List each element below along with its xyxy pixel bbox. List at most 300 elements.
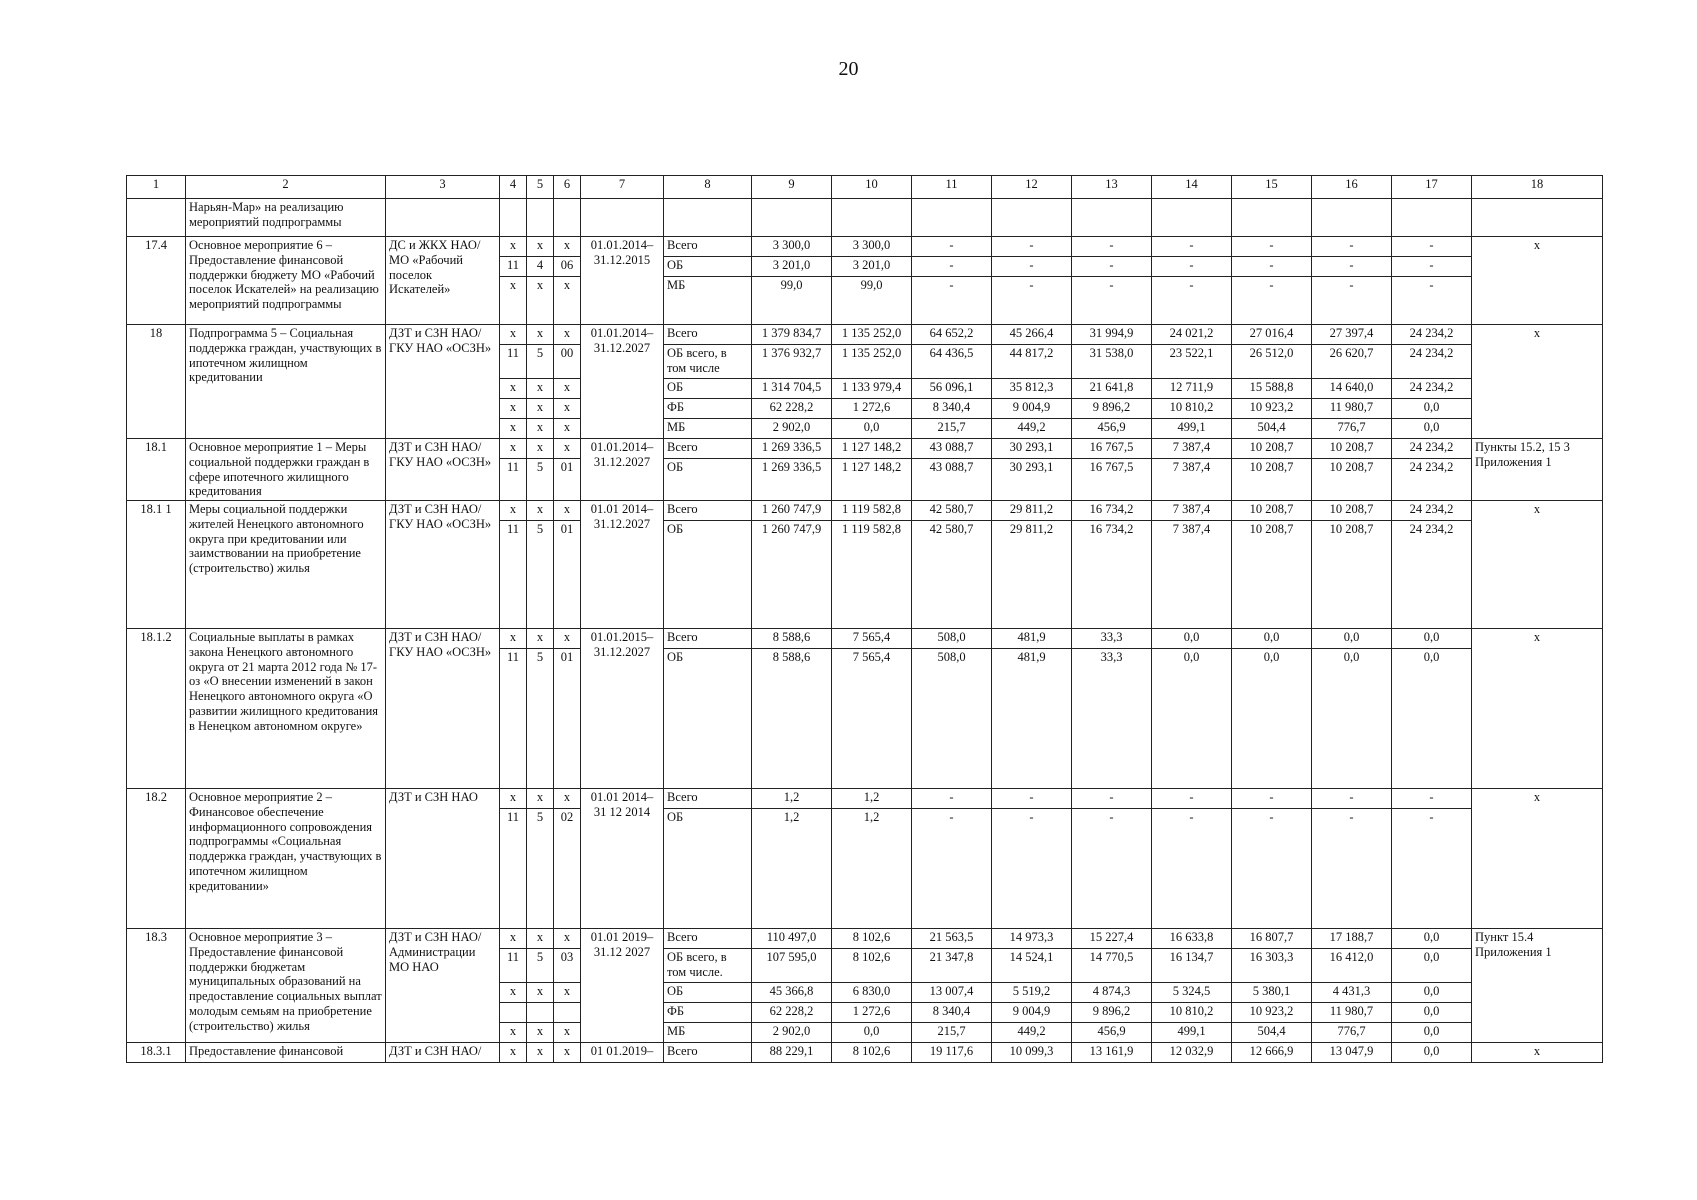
- value-cell: -: [992, 237, 1072, 257]
- value-cell: 13 161,9: [1072, 1043, 1152, 1063]
- value-cell: 110 497,0: [752, 929, 832, 949]
- value-cell: 0,0: [1312, 629, 1392, 649]
- value-cell: 0,0: [1392, 929, 1472, 949]
- value-cell: 0,0: [1392, 1043, 1472, 1063]
- value-cell: -: [1072, 809, 1152, 929]
- budget-table: [126, 175, 1603, 1063]
- value-cell: 29 811,2: [992, 521, 1072, 629]
- value-cell: 508,0: [912, 629, 992, 649]
- value-cell: 16 734,2: [1072, 521, 1152, 629]
- table-row: [127, 439, 1603, 459]
- funding-source: ОБ: [664, 809, 752, 929]
- code-cell: х: [527, 1043, 554, 1063]
- code-cell: х: [527, 439, 554, 459]
- funding-source: ФБ: [664, 1003, 752, 1023]
- value-cell: 24 234,2: [1392, 325, 1472, 345]
- item-period: 01.01.2014– 31.12.2027: [581, 325, 664, 439]
- code-cell: х: [527, 1023, 554, 1043]
- value-cell: 7 565,4: [832, 629, 912, 649]
- item-period: 01.01.2014– 31.12.2027: [581, 439, 664, 501]
- value-cell: 504,4: [1232, 1023, 1312, 1043]
- value-cell: 64 436,5: [912, 345, 992, 379]
- value-cell: 9 896,2: [1072, 1003, 1152, 1023]
- value-cell: 7 387,4: [1152, 521, 1232, 629]
- code-cell: х: [554, 789, 581, 809]
- code-cell: 01: [554, 649, 581, 789]
- value-cell: 456,9: [1072, 419, 1152, 439]
- value-cell: -: [1312, 809, 1392, 929]
- cell-empty: [386, 199, 500, 237]
- value-cell: 8 102,6: [832, 1043, 912, 1063]
- value-cell: 5 519,2: [992, 983, 1072, 1003]
- item-number: 18.2: [127, 789, 186, 929]
- value-cell: 1 272,6: [832, 1003, 912, 1023]
- value-cell: 0,0: [1312, 649, 1392, 789]
- table-header-row: [127, 176, 1603, 199]
- value-cell: -: [1152, 789, 1232, 809]
- value-cell: 508,0: [912, 649, 992, 789]
- value-cell: 88 229,1: [752, 1043, 832, 1063]
- value-cell: 24 021,2: [1152, 325, 1232, 345]
- value-cell: 499,1: [1152, 419, 1232, 439]
- funding-source: ОБ: [664, 521, 752, 629]
- value-cell: 10 208,7: [1232, 459, 1312, 501]
- code-cell: х: [500, 501, 527, 521]
- value-cell: 1 269 336,5: [752, 459, 832, 501]
- code-cell: [527, 1003, 554, 1023]
- value-cell: 45 266,4: [992, 325, 1072, 345]
- item-period: 01 01.2019–: [581, 1043, 664, 1063]
- item-note: х: [1472, 237, 1603, 325]
- value-cell: 24 234,2: [1392, 439, 1472, 459]
- funding-source: ОБ всего, в том числе.: [664, 949, 752, 983]
- value-cell: 776,7: [1312, 419, 1392, 439]
- item-period: 01.01.2014– 31.12.2015: [581, 237, 664, 325]
- value-cell: -: [1232, 237, 1312, 257]
- value-cell: -: [1392, 277, 1472, 325]
- code-cell: 5: [527, 521, 554, 629]
- value-cell: 481,9: [992, 629, 1072, 649]
- item-name: Нарьян-Мар» на реализацию мероприятий подпрограммы: [186, 199, 386, 237]
- funding-source: Всего: [664, 439, 752, 459]
- cell-empty: [1232, 199, 1312, 237]
- item-period: 01.01 2014– 31 12 2014: [581, 789, 664, 929]
- code-cell: х: [500, 1023, 527, 1043]
- code-cell: х: [500, 277, 527, 325]
- value-cell: 11 980,7: [1312, 399, 1392, 419]
- funding-source: Всего: [664, 325, 752, 345]
- value-cell: -: [1312, 277, 1392, 325]
- page-number: 20: [838, 58, 859, 80]
- item-number: 18.1 1: [127, 501, 186, 629]
- value-cell: 24 234,2: [1392, 501, 1472, 521]
- code-cell: х: [500, 789, 527, 809]
- header-cell: 6: [554, 176, 581, 199]
- value-cell: 21 641,8: [1072, 379, 1152, 399]
- header-cell: 5: [527, 176, 554, 199]
- value-cell: -: [912, 257, 992, 277]
- value-cell: 0,0: [1392, 419, 1472, 439]
- funding-source: Всего: [664, 1043, 752, 1063]
- value-cell: 33,3: [1072, 649, 1152, 789]
- cell-empty: [1392, 199, 1472, 237]
- value-cell: 1 260 747,9: [752, 521, 832, 629]
- code-cell: 11: [500, 521, 527, 629]
- value-cell: 24 234,2: [1392, 459, 1472, 501]
- funding-source: МБ: [664, 419, 752, 439]
- item-period: 01.01 2014– 31.12.2027: [581, 501, 664, 629]
- table-row: [127, 237, 1603, 257]
- funding-source: Всего: [664, 789, 752, 809]
- value-cell: -: [1392, 257, 1472, 277]
- value-cell: 1 272,6: [832, 399, 912, 419]
- value-cell: 23 522,1: [1152, 345, 1232, 379]
- code-cell: х: [500, 983, 527, 1003]
- code-cell: 5: [527, 809, 554, 929]
- value-cell: 16 134,7: [1152, 949, 1232, 983]
- value-cell: 56 096,1: [912, 379, 992, 399]
- code-cell: х: [554, 983, 581, 1003]
- value-cell: 7 387,4: [1152, 439, 1232, 459]
- value-cell: 1,2: [832, 789, 912, 809]
- value-cell: 14 770,5: [1072, 949, 1152, 983]
- value-cell: -: [912, 277, 992, 325]
- value-cell: 215,7: [912, 419, 992, 439]
- value-cell: 0,0: [1232, 649, 1312, 789]
- code-cell: х: [500, 929, 527, 949]
- value-cell: 13 047,9: [1312, 1043, 1392, 1063]
- code-cell: 5: [527, 649, 554, 789]
- value-cell: -: [992, 789, 1072, 809]
- item-name: Социальные выплаты в рамках закона Ненецкого автономного округа от 21 марта 2012 года № 17-оз «О внесении изменений в закон Ненецкого автономного округа «О развитии жилищного кредитования в Ненецком автономном округе»: [186, 629, 386, 789]
- item-name: Подпрограмма 5 – Социальная поддержка граждан, участвующих в ипотечном жилищном кредитовании: [186, 325, 386, 439]
- value-cell: 26 512,0: [1232, 345, 1312, 379]
- value-cell: 0,0: [1392, 983, 1472, 1003]
- value-cell: 24 234,2: [1392, 345, 1472, 379]
- code-cell: 11: [500, 459, 527, 501]
- value-cell: 7 565,4: [832, 649, 912, 789]
- funding-source: Всего: [664, 929, 752, 949]
- cell-empty: [1312, 199, 1392, 237]
- code-cell: 5: [527, 459, 554, 501]
- funding-source: ОБ всего, в том числе: [664, 345, 752, 379]
- value-cell: -: [1232, 789, 1312, 809]
- item-number: 18.3.1: [127, 1043, 186, 1063]
- value-cell: -: [1312, 237, 1392, 257]
- value-cell: 481,9: [992, 649, 1072, 789]
- code-cell: 5: [527, 345, 554, 379]
- code-cell: 4: [527, 257, 554, 277]
- value-cell: 10 208,7: [1312, 439, 1392, 459]
- value-cell: 8 340,4: [912, 399, 992, 419]
- value-cell: -: [1072, 257, 1152, 277]
- value-cell: 8 588,6: [752, 649, 832, 789]
- code-cell: х: [500, 419, 527, 439]
- header-cell: 2: [186, 176, 386, 199]
- value-cell: 0,0: [1392, 649, 1472, 789]
- value-cell: 16 303,3: [1232, 949, 1312, 983]
- item-executor: ДЗТ и СЗН НАО/ ГКУ НАО «ОСЗН»: [386, 501, 500, 629]
- value-cell: 29 811,2: [992, 501, 1072, 521]
- item-note: х: [1472, 629, 1603, 789]
- code-cell: х: [500, 629, 527, 649]
- cell-empty: [832, 199, 912, 237]
- table-row: [127, 929, 1603, 949]
- code-cell: х: [554, 237, 581, 257]
- value-cell: 0,0: [1392, 1023, 1472, 1043]
- item-name: Меры социальной поддержки жителей Ненецкого автономного округа при кредитовании или заимствовании на приобретение (строительство) жилья: [186, 501, 386, 629]
- funding-source: МБ: [664, 1023, 752, 1043]
- item-executor: ДЗТ и СЗН НАО: [386, 789, 500, 929]
- value-cell: 10 923,2: [1232, 1003, 1312, 1023]
- code-cell: х: [500, 379, 527, 399]
- value-cell: 1 133 979,4: [832, 379, 912, 399]
- value-cell: 0,0: [1152, 629, 1232, 649]
- value-cell: 14 524,1: [992, 949, 1072, 983]
- value-cell: 449,2: [992, 419, 1072, 439]
- value-cell: 3 201,0: [752, 257, 832, 277]
- value-cell: -: [1152, 809, 1232, 929]
- funding-source: ОБ: [664, 649, 752, 789]
- item-name: Основное мероприятие 6 – Предоставление финансовой поддержки бюджету МО «Рабочий поселок Искателей» на реализацию мероприятий подпрограммы: [186, 237, 386, 325]
- value-cell: 15 227,4: [1072, 929, 1152, 949]
- item-name: Основное мероприятие 1 – Меры социальной поддержки граждан в сфере ипотечного жилищного кредитования: [186, 439, 386, 501]
- item-note: х: [1472, 501, 1603, 629]
- value-cell: 45 366,8: [752, 983, 832, 1003]
- code-cell: х: [500, 439, 527, 459]
- cell-empty: [912, 199, 992, 237]
- table-row: [127, 501, 1603, 521]
- code-cell: х: [500, 237, 527, 257]
- value-cell: 6 830,0: [832, 983, 912, 1003]
- code-cell: х: [554, 1043, 581, 1063]
- code-cell: х: [554, 325, 581, 345]
- value-cell: 499,1: [1152, 1023, 1232, 1043]
- value-cell: -: [912, 237, 992, 257]
- value-cell: 10 099,3: [992, 1043, 1072, 1063]
- value-cell: -: [1232, 809, 1312, 929]
- value-cell: 4 431,3: [1312, 983, 1392, 1003]
- value-cell: -: [1232, 257, 1312, 277]
- value-cell: -: [1312, 789, 1392, 809]
- item-note: Пункты 15.2, 15 3 Приложения 1: [1472, 439, 1603, 501]
- code-cell: х: [527, 929, 554, 949]
- value-cell: 1 269 336,5: [752, 439, 832, 459]
- code-cell: 01: [554, 459, 581, 501]
- value-cell: 44 817,2: [992, 345, 1072, 379]
- value-cell: -: [1072, 789, 1152, 809]
- value-cell: 12 666,9: [1232, 1043, 1312, 1063]
- header-cell: 1: [127, 176, 186, 199]
- item-number: 18.1: [127, 439, 186, 501]
- code-cell: х: [527, 983, 554, 1003]
- header-cell: 4: [500, 176, 527, 199]
- value-cell: -: [912, 809, 992, 929]
- value-cell: 16 767,5: [1072, 459, 1152, 501]
- code-cell: х: [527, 789, 554, 809]
- item-executor: ДЗТ и СЗН НАО/ ГКУ НАО «ОСЗН»: [386, 629, 500, 789]
- value-cell: 21 563,5: [912, 929, 992, 949]
- value-cell: 107 595,0: [752, 949, 832, 983]
- code-cell: х: [500, 399, 527, 419]
- value-cell: 8 588,6: [752, 629, 832, 649]
- header-cell: 3: [386, 176, 500, 199]
- value-cell: 27 397,4: [1312, 325, 1392, 345]
- value-cell: 11 980,7: [1312, 1003, 1392, 1023]
- value-cell: 24 234,2: [1392, 521, 1472, 629]
- value-cell: 24 234,2: [1392, 379, 1472, 399]
- value-cell: -: [1392, 237, 1472, 257]
- item-executor: ДЗТ и СЗН НАО/ ГКУ НАО «ОСЗН»: [386, 325, 500, 439]
- value-cell: -: [1072, 277, 1152, 325]
- value-cell: 43 088,7: [912, 439, 992, 459]
- value-cell: 35 812,3: [992, 379, 1072, 399]
- value-cell: 9 004,9: [992, 399, 1072, 419]
- code-cell: х: [554, 439, 581, 459]
- value-cell: 21 347,8: [912, 949, 992, 983]
- value-cell: 1 135 252,0: [832, 325, 912, 345]
- item-period: 01.01 2019– 31.12 2027: [581, 929, 664, 1043]
- header-cell: 12: [992, 176, 1072, 199]
- item-executor: ДЗТ и СЗН НАО/ Администрации МО НАО: [386, 929, 500, 1043]
- value-cell: 4 874,3: [1072, 983, 1152, 1003]
- code-cell: х: [527, 629, 554, 649]
- value-cell: 19 117,6: [912, 1043, 992, 1063]
- code-cell: х: [500, 325, 527, 345]
- code-cell: 03: [554, 949, 581, 983]
- value-cell: 42 580,7: [912, 521, 992, 629]
- value-cell: 10 208,7: [1312, 501, 1392, 521]
- value-cell: 0,0: [1232, 629, 1312, 649]
- value-cell: 16 767,5: [1072, 439, 1152, 459]
- value-cell: 2 902,0: [752, 1023, 832, 1043]
- value-cell: 1,2: [832, 809, 912, 929]
- header-cell: 9: [752, 176, 832, 199]
- code-cell: 11: [500, 649, 527, 789]
- funding-source: Всего: [664, 501, 752, 521]
- cell-empty: [752, 199, 832, 237]
- value-cell: 1 260 747,9: [752, 501, 832, 521]
- code-cell: х: [527, 379, 554, 399]
- value-cell: 1,2: [752, 809, 832, 929]
- code-cell: 02: [554, 809, 581, 929]
- value-cell: 15 588,8: [1232, 379, 1312, 399]
- item-note: Пункт 15.4 Приложения 1: [1472, 929, 1603, 1043]
- value-cell: 2 902,0: [752, 419, 832, 439]
- value-cell: -: [1392, 789, 1472, 809]
- value-cell: 0,0: [1392, 949, 1472, 983]
- funding-source: ОБ: [664, 257, 752, 277]
- item-name: Основное мероприятие 3 – Предоставление финансовой поддержки бюджетам муниципальных образований на предоставление социальных выплат молодым семьям на приобретение (строительство) жилья: [186, 929, 386, 1043]
- item-executor: ДС и ЖКХ НАО/ МО «Рабочий поселок Искателей»: [386, 237, 500, 325]
- value-cell: 0,0: [1392, 1003, 1472, 1023]
- value-cell: 8 102,6: [832, 929, 912, 949]
- item-note: х: [1472, 789, 1603, 929]
- code-cell: х: [554, 379, 581, 399]
- cell-empty: [992, 199, 1072, 237]
- value-cell: 504,4: [1232, 419, 1312, 439]
- value-cell: -: [1152, 277, 1232, 325]
- code-cell: х: [527, 501, 554, 521]
- header-cell: 10: [832, 176, 912, 199]
- value-cell: 33,3: [1072, 629, 1152, 649]
- table-row: [127, 629, 1603, 649]
- code-cell: 5: [527, 949, 554, 983]
- cell-empty: [581, 199, 664, 237]
- value-cell: 0,0: [832, 1023, 912, 1043]
- code-cell: 06: [554, 257, 581, 277]
- value-cell: -: [1152, 257, 1232, 277]
- cell-empty: [1152, 199, 1232, 237]
- item-name: Предоставление финансовой: [186, 1043, 386, 1063]
- value-cell: -: [1392, 809, 1472, 929]
- code-cell: 11: [500, 345, 527, 379]
- value-cell: 215,7: [912, 1023, 992, 1043]
- funding-source: Всего: [664, 237, 752, 257]
- header-cell: 18: [1472, 176, 1603, 199]
- value-cell: -: [992, 809, 1072, 929]
- value-cell: 0,0: [1152, 649, 1232, 789]
- code-cell: 00: [554, 345, 581, 379]
- value-cell: 7 387,4: [1152, 459, 1232, 501]
- value-cell: 3 300,0: [832, 237, 912, 257]
- header-cell: 13: [1072, 176, 1152, 199]
- value-cell: 10 208,7: [1232, 521, 1312, 629]
- value-cell: 42 580,7: [912, 501, 992, 521]
- header-cell: 8: [664, 176, 752, 199]
- header-cell: 17: [1392, 176, 1472, 199]
- header-cell: 14: [1152, 176, 1232, 199]
- value-cell: 99,0: [752, 277, 832, 325]
- code-cell: х: [554, 501, 581, 521]
- item-note: х: [1472, 1043, 1603, 1063]
- value-cell: 10 208,7: [1232, 501, 1312, 521]
- value-cell: 3 201,0: [832, 257, 912, 277]
- code-cell: [554, 1003, 581, 1023]
- code-cell: х: [527, 277, 554, 325]
- value-cell: 1,2: [752, 789, 832, 809]
- cell-empty: [527, 199, 554, 237]
- funding-source: ОБ: [664, 983, 752, 1003]
- item-number: 17.4: [127, 237, 186, 325]
- table-row: [127, 325, 1603, 345]
- value-cell: 1 127 148,2: [832, 459, 912, 501]
- value-cell: 12 032,9: [1152, 1043, 1232, 1063]
- value-cell: 0,0: [1392, 399, 1472, 419]
- value-cell: 99,0: [832, 277, 912, 325]
- value-cell: 10 810,2: [1152, 1003, 1232, 1023]
- value-cell: -: [1152, 237, 1232, 257]
- value-cell: 9 896,2: [1072, 399, 1152, 419]
- value-cell: 10 923,2: [1232, 399, 1312, 419]
- value-cell: 5 324,5: [1152, 983, 1232, 1003]
- item-note: х: [1472, 325, 1603, 439]
- value-cell: 14 640,0: [1312, 379, 1392, 399]
- value-cell: -: [912, 789, 992, 809]
- value-cell: 456,9: [1072, 1023, 1152, 1043]
- value-cell: 1 376 932,7: [752, 345, 832, 379]
- code-cell: х: [554, 399, 581, 419]
- funding-source: ФБ: [664, 399, 752, 419]
- value-cell: 16 734,2: [1072, 501, 1152, 521]
- value-cell: -: [1232, 277, 1312, 325]
- code-cell: 11: [500, 949, 527, 983]
- cell-empty: [554, 199, 581, 237]
- table-row: [127, 789, 1603, 809]
- value-cell: 0,0: [1392, 629, 1472, 649]
- cell-empty: [1472, 199, 1603, 237]
- code-cell: [500, 1003, 527, 1023]
